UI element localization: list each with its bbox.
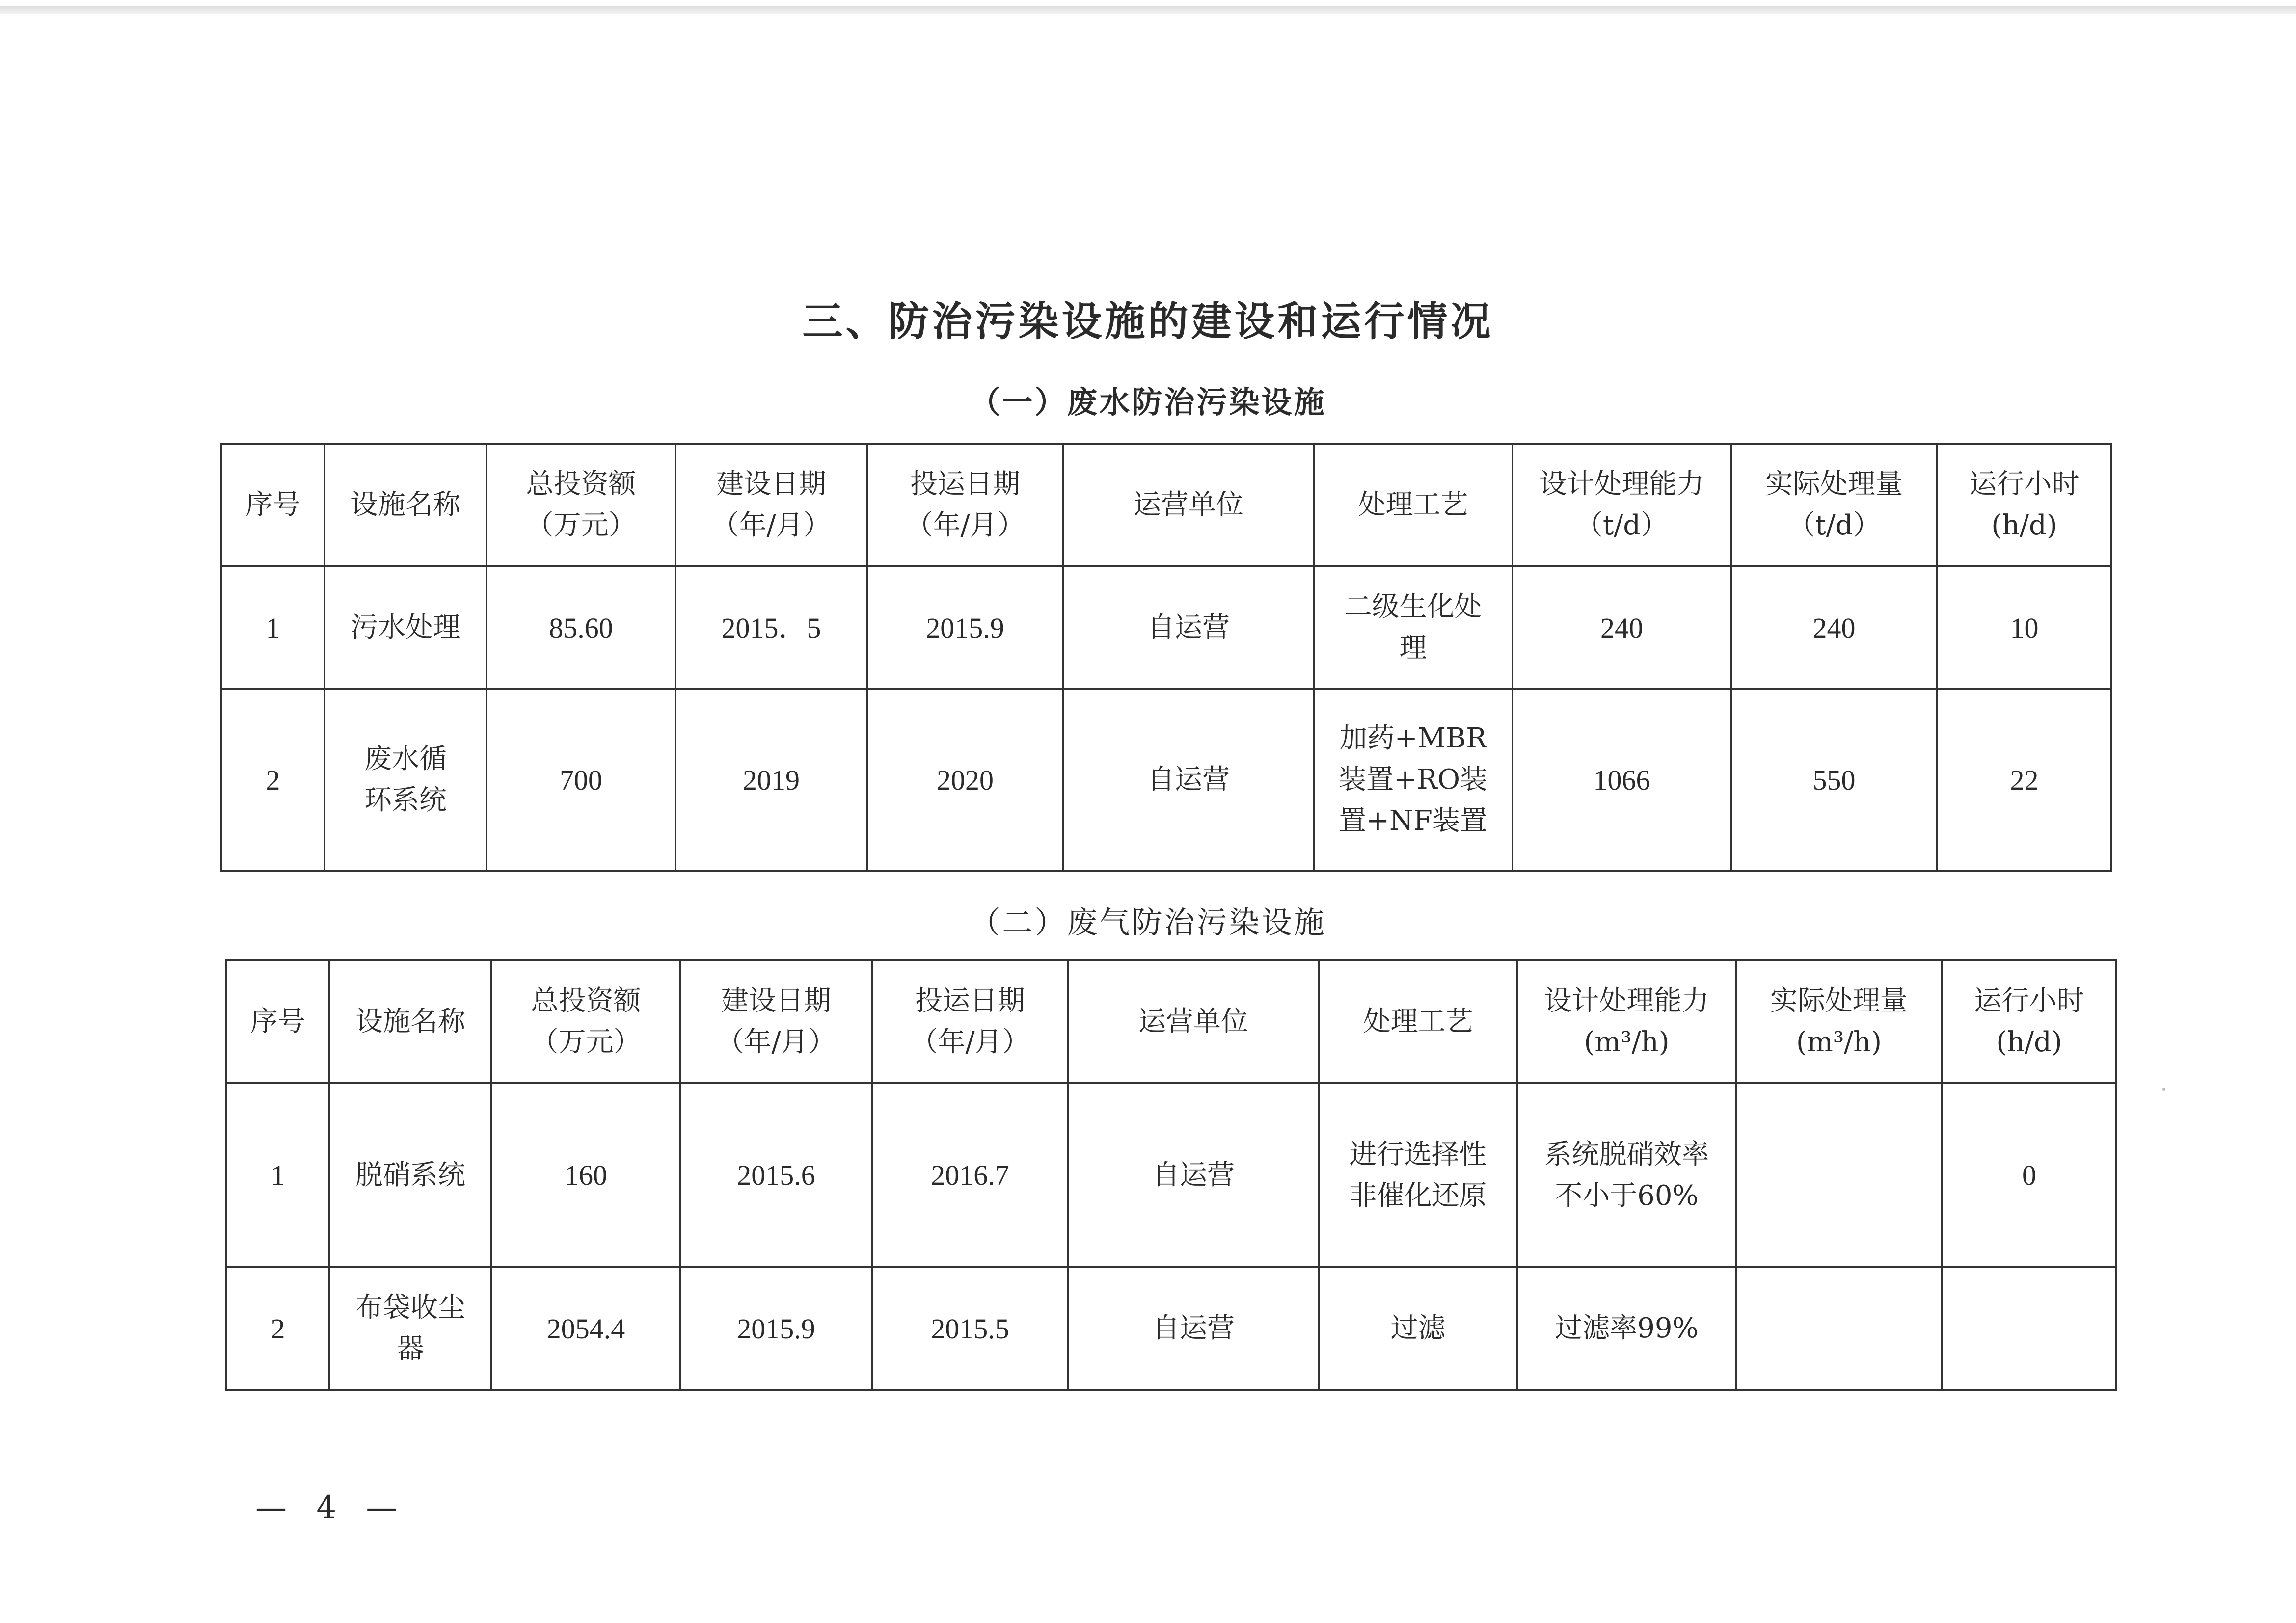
table-cell: 700 [486,689,675,871]
table-cell: 240 [1513,566,1731,689]
header-cell: 运营单位 [1068,960,1319,1083]
header-cell: 总投资额 （万元） [486,444,675,566]
table-cell: 二级生化处理 [1314,566,1513,689]
table-cell: 污水处理 [324,566,486,689]
table-cell: 10 [1937,566,2111,689]
table-cell: 2016.7 [872,1083,1068,1267]
header-cell: 建设日期 （年/月） [680,960,872,1083]
header-cell: 运行小时 (h/d) [1942,960,2116,1083]
table-cell: 2015．5 [675,566,867,689]
header-cell: 总投资额 （万元） [491,960,680,1083]
wastewater-section-title: （一）废水防治污染设施 [970,384,1326,420]
header-cell: 投运日期 （年/月） [867,444,1063,566]
table-cell: 0 [1942,1083,2116,1267]
table-row [221,689,2111,871]
table-cell: 1066 [1513,689,1731,871]
wastewater-table [220,443,2112,872]
table-cell: 2019 [675,689,867,871]
table-cell: 过滤 [1319,1267,1517,1390]
page-number: — 4 — [255,1490,407,1526]
table-cell: 系统脱硝效率不小于60% [1517,1083,1736,1267]
table-cell: 240 [1731,566,1937,689]
table-cell: 2020 [867,689,1063,871]
header-cell: 序号 [226,960,329,1083]
table-cell: 进行选择性非催化还原 [1319,1083,1517,1267]
waste-gas-table [225,959,2117,1391]
header-cell: 设计处理能力 (m³/h) [1517,960,1736,1083]
table-cell [1736,1083,1942,1267]
table-cell: 1 [226,1083,329,1267]
table-cell: 85.60 [486,566,675,689]
table-cell: 2015.9 [680,1267,872,1390]
table-cell: 废水循环系统 [324,689,486,871]
table-cell: 2 [221,689,324,871]
header-cell: 运行小时 (h/d) [1937,444,2111,566]
header-cell: 投运日期 （年/月） [872,960,1068,1083]
table-cell: 布袋收尘器 [329,1267,491,1390]
table-cell: 160 [491,1083,680,1267]
header-cell: 处理工艺 [1319,960,1517,1083]
header-cell: 序号 [221,444,324,566]
scan-edge [0,6,2296,14]
header-cell: 设计处理能力 （t/d） [1513,444,1731,566]
table-row [226,1267,2116,1390]
table-cell [1942,1267,2116,1390]
header-cell: 实际处理量 (m³/h) [1736,960,1942,1083]
table-cell: 2015.6 [680,1083,872,1267]
header-cell: 设施名称 [324,444,486,566]
header-cell: 实际处理量 （t/d） [1731,444,1937,566]
header-cell: 运营单位 [1063,444,1314,566]
scan-speck [2162,1088,2165,1091]
table-cell: 1 [221,566,324,689]
table-cell: 自运营 [1068,1083,1319,1267]
table-cell: 自运营 [1063,566,1314,689]
table-cell: 自运营 [1068,1267,1319,1390]
table-cell: 加药+MBR装置+RO装置+NF装置 [1314,689,1513,871]
page-title: 三、防治污染设施的建设和运行情况 [802,298,1494,345]
table-cell: 脱硝系统 [329,1083,491,1267]
table-cell: 550 [1731,689,1937,871]
table-cell: 2015.5 [872,1267,1068,1390]
table-cell: 2054.4 [491,1267,680,1390]
waste-gas-header-row [226,960,2116,1083]
table-cell: 2015.9 [867,566,1063,689]
table-row [221,566,2111,689]
table-row [226,1083,2116,1267]
table-cell: 自运营 [1063,689,1314,871]
waste-gas-section-title: （二）废气防治污染设施 [970,905,1326,940]
header-cell: 建设日期 （年/月） [675,444,867,566]
header-cell: 设施名称 [329,960,491,1083]
header-cell: 处理工艺 [1314,444,1513,566]
wastewater-header-row [221,444,2111,566]
table-cell: 2 [226,1267,329,1390]
table-cell: 22 [1937,689,2111,871]
table-cell [1736,1267,1942,1390]
table-cell: 过滤率99% [1517,1267,1736,1390]
